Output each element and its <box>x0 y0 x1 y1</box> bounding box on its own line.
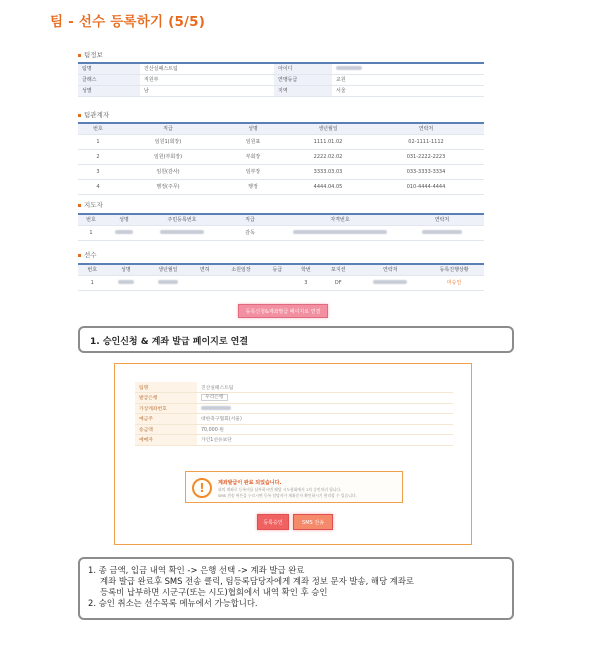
table-row: 성별 남 지역 서울 <box>78 85 484 96</box>
callout-step-2: 1. 종 금액, 입금 내역 확인 -> 은행 선택 -> 계좌 발급 완료 계좌 발급 완료후 SMS 전송 클릭, 팀등록담당자에게 계좌 정보 문자 발송, 해당 계좌로 등록비 납부하면 시군구(또는 시도)협회에서 내역 확인 후 승인 2. 승인 취소는 선수목록 메뉴에서 가능합니다. <box>78 557 514 620</box>
form-row: 예매자 가인1선유보단 <box>135 435 453 446</box>
register-account-page-button[interactable]: 등록신청&계좌발급 페이지로 연결 <box>238 304 328 318</box>
table-row: 1 임원1(회장) 임원표 1111.01.02 02-1111-1112 <box>78 134 484 149</box>
bank-select[interactable]: 우리은행 <box>201 394 228 401</box>
team-info-table <box>78 62 484 97</box>
section-coach-heading: 지도자 <box>78 200 103 209</box>
form-row: 가상계좌번호 <box>135 403 453 414</box>
form-row: 예금주 대한축구협회(서울) <box>135 414 453 425</box>
table-row: 1 3 DF 미승인 <box>78 275 484 290</box>
form-row: 팀명 진산실패스트팀 <box>135 382 453 393</box>
section-team-info-heading: 팀정보 <box>78 50 103 59</box>
notice-box: ! 계좌발급이 완료 되었습니다. 위의 계좌로 등록비를 납부하시면 해당 시도협회에서 1차 승인처리 됩니다. SMS 전송 버튼을 누르시면 등록 담당자가 계좌문자 확인하시기 편리할 수 있습니다. <box>185 471 403 503</box>
table-row: 1 감독 <box>78 225 484 240</box>
table-header-row: 번호 성명 주민등록번호 직급 자격번호 연락처 <box>78 214 484 225</box>
callout-step-1: 1. 승인신청 & 계좌 발급 페이지로 연결 <box>78 326 514 353</box>
approve-button[interactable]: 등록승인 <box>257 514 289 530</box>
bullet-icon <box>78 114 81 117</box>
account-form-table <box>135 382 453 446</box>
coach-table <box>78 213 484 241</box>
table-row: 팀명 진산실패스트팀 아이디 <box>78 63 484 74</box>
officials-table <box>78 122 484 195</box>
bullet-icon <box>78 204 81 207</box>
form-row: 송금액 70,000 원 <box>135 424 453 435</box>
page-title: 팀 - 선수 등록하기 (5/5) <box>50 14 206 30</box>
warning-icon: ! <box>192 478 212 498</box>
account-issue-modal <box>114 363 472 545</box>
table-row: 4 행정(주무) 행정 4444.04.05 010-4444-4444 <box>78 179 484 194</box>
bullet-icon <box>78 54 81 57</box>
players-table <box>78 263 484 291</box>
bullet-icon <box>78 254 81 257</box>
table-row: 클래스 직원부 연맹등급 교원 <box>78 74 484 85</box>
table-header-row: 번호 성명 생년월일 면허 소원임장 등급 학번 포지션 연락처 등록진행상황 <box>78 264 484 275</box>
form-row: 발급은행 우리은행 <box>135 393 453 404</box>
notice-title: 계좌발급이 완료 되었습니다. <box>218 480 282 486</box>
table-row: 2 임원(부회장) 부회장 2222.02.02 031-2222-2223 <box>78 149 484 164</box>
section-officials-heading: 팀관계자 <box>78 110 109 119</box>
status-badge: 미승인 <box>446 280 462 286</box>
section-players-heading: 선수 <box>78 250 97 259</box>
table-row: 3 임원(감사) 임부장 3333.03.03 033-3333-3334 <box>78 164 484 179</box>
table-header-row: 번호 직급 성명 생년월일 연락처 <box>78 123 484 134</box>
sms-send-button[interactable]: SMS 전송 <box>293 514 333 530</box>
